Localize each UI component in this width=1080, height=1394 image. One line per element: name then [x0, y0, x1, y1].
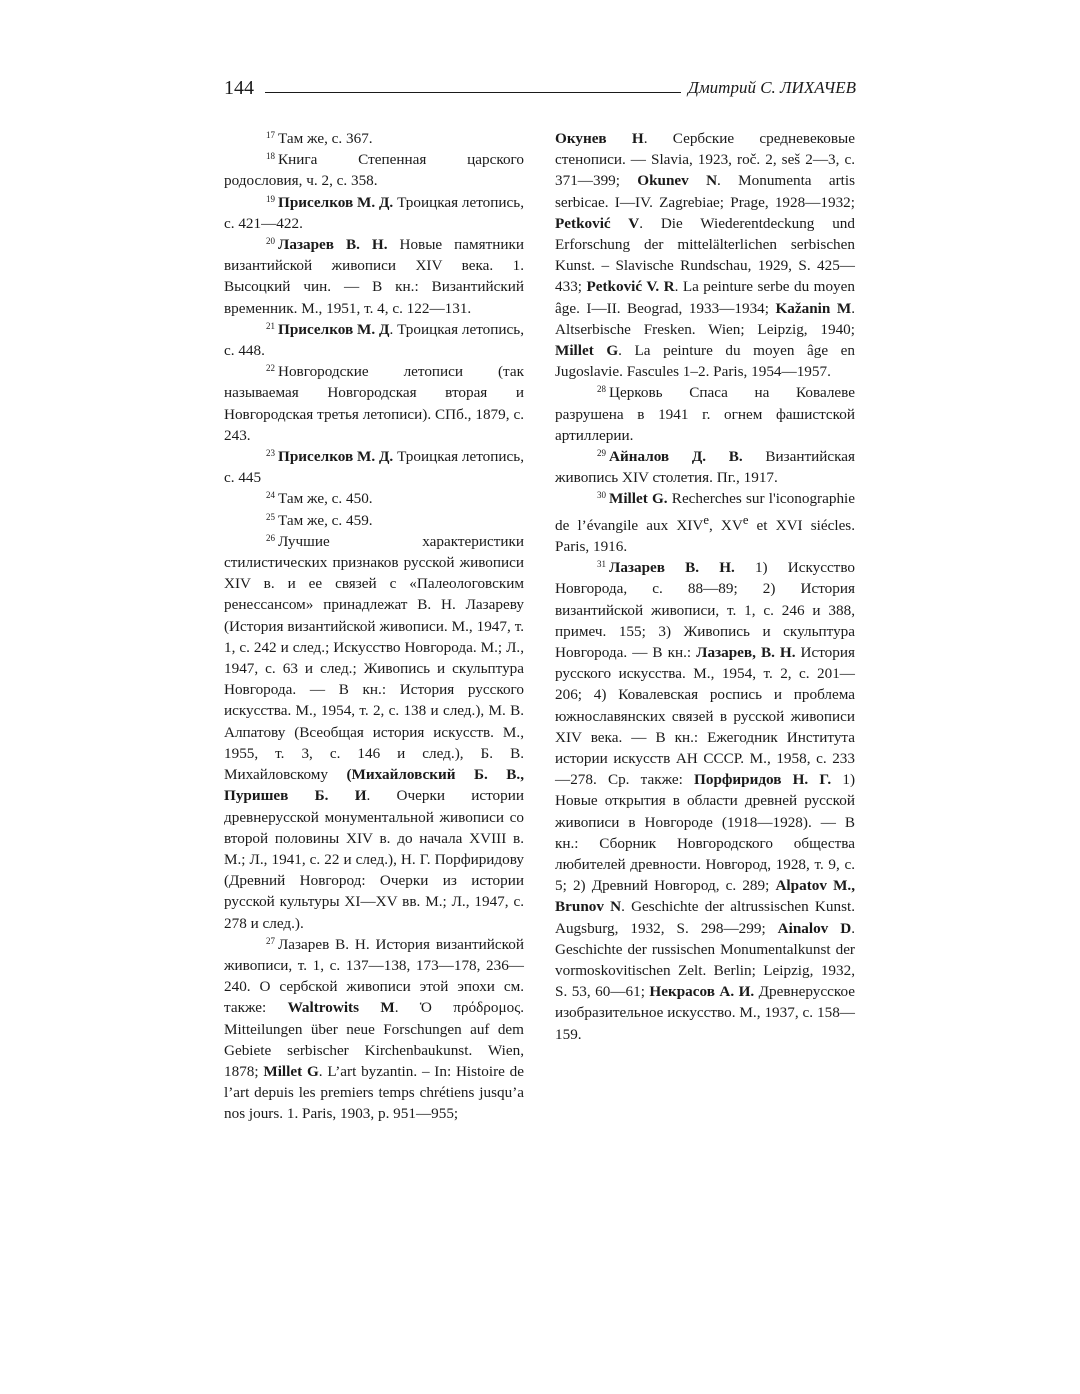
footnote-text: . Geschichte der altrussischen Kunst. Augsburg, 1932, S. 298—299; — [555, 898, 856, 937]
footnote-text: 1) Искусство Новгорода, с. 88—89; 2) История византийской живописи, т. 1, с. 246 и 388, примеч. 155; 3) Живопись и скульптура Новгорода. — В кн.: — [555, 559, 855, 661]
footnote-text: Древнерусское изобразительное искусство. М., 1937, с. 158—159. — [555, 983, 855, 1043]
footnote-text: . Ὁ πρόδρομος. Mitteilungen über neue Forschungen auf dem Gebiete serbischer Kirchenbaukunst. Wien, 1878; — [224, 999, 525, 1080]
footnote-author: Kažanin M — [775, 299, 852, 317]
footnote-26 — [224, 531, 524, 934]
footnote-text: . Altserbische Fresken. Wien; Leipzig, 1940; — [555, 299, 855, 338]
footnote-number: 26 — [266, 532, 275, 543]
running-head: Дмитрий С. ЛИХАЧЕВ — [688, 78, 856, 97]
page-header — [224, 76, 856, 102]
footnote-19 — [224, 192, 524, 234]
footnote-28 — [555, 382, 855, 446]
right-column — [555, 128, 855, 1045]
footnote-29 — [555, 446, 855, 488]
footnote-author: Порфиридов Н. Г. — [694, 771, 832, 789]
footnote-text: Там же, с. 450. — [278, 490, 373, 508]
footnote-author: Айналов Д. В. — [609, 448, 743, 466]
footnote-text: Церковь Спаса на Ковалеве разрушена в 1941 г. огнем фашистской артиллерии. — [555, 384, 855, 444]
superscript: e — [742, 512, 749, 527]
footnote-number: 19 — [266, 193, 275, 204]
footnote-author: Лазарев В. Н. — [609, 559, 735, 577]
footnote-text: . La peinture serbe du moyen âge. I—II. Beograd, 1933—1934; — [555, 278, 855, 317]
footnote-author: Millet G. — [609, 490, 668, 508]
footnote-text: . Geschichte der russischen Monumentalkunst der vormoskovitischen Zelt. Berlin; Leipzig, 1932, S. 53, 60—61; — [555, 919, 855, 1001]
footnote-text: . Die Wiederentdeckung und Erforschung der mittelälterlichen serbischen Kunst. – Slavische Rundschau, 1929, S. 425—433; — [555, 214, 855, 296]
footnote-17 — [224, 128, 524, 149]
footnote-author: Petković V. R — [586, 278, 675, 296]
footnote-author: Окунев Н — [555, 130, 644, 147]
footnote-text: Там же, с. 367. — [278, 130, 373, 147]
footnote-text: Лучшие характеристики стилистических признаков русской живописи XIV в. и ее связей с «Палеологовским ренессансом» принадлежат В. Н. Лазареву (История византийской живописи. М., 1947, т. 1, с. 242 и след.; Искусство Новгорода. М.; Л., 1947, с. 63 и след.; Живопись и скульптура Новгорода. — В кн.: История русского искусства. М., 1954, т. 2, с. 138 и след.), М. В. Алпатову (Всеобщая история искусств. М., 1955, т. 3, с. 146 и след.), Б. В. Михайловскому — [224, 532, 524, 784]
footnote-number: 18 — [266, 151, 275, 162]
footnote-number: 27 — [266, 935, 275, 946]
footnote-number: 28 — [597, 384, 606, 395]
footnote-number: 30 — [597, 490, 606, 501]
footnote-author: Alpatov M., Brunov N — [555, 877, 855, 916]
footnote-text: Там же, с. 459. — [278, 511, 373, 529]
footnote-text: История русского искусства. М., 1954, т. 2, с. 201—206; 4) Ковалевская роспись и проблема южнославянских связей в русской живописи XIV века. — В кн.: Ежегодник Института истории искусств АН СССР. М., 1958, с. 233—278. Ср. также: — [555, 643, 855, 789]
footnote-23 — [224, 446, 524, 488]
footnote-27 — [224, 934, 524, 1125]
footnote-text: . Monumenta artis serbicae. I—IV. Zagrebiae; Prage, 1928—1932; — [555, 172, 855, 211]
footnote-text: Recherches sur l'iconographie de l’évangile aux XIV — [555, 490, 855, 534]
footnote-text: 1) Новые открытия в области древней русской живописи в Новгороде (1918—1928). — В кн.: Сборник Новгородского общества любителей древности. Новгород, 1928, т. 9, с. 5; 2) Древний Новгород, с. 289; — [555, 771, 856, 895]
page-number: 144 — [224, 77, 254, 99]
footnote-31 — [555, 557, 855, 1045]
footnote-21 — [224, 319, 524, 361]
footnote-author: Waltrowits M — [287, 999, 395, 1017]
footnote-number: 25 — [266, 511, 275, 522]
footnote-text: . Троицкая летопись, с. 448. — [224, 320, 525, 360]
footnote-text: et XVI siécles. Paris, 1916. — [555, 516, 856, 555]
footnote-text: Троицкая летопись, с. 445 — [224, 448, 525, 487]
footnote-author: Okunev N — [637, 172, 718, 190]
footnote-author: Millet G — [555, 342, 619, 360]
footnote-number: 24 — [266, 490, 275, 501]
footnote-text: Троицкая летопись, с. 421—422. — [224, 193, 525, 232]
footnote-text: . Очерки истории древнерусской монументальной живописи со второй половины XIV в. до начала XVIII в. М.; Л., 1941, с. 22 и след.), Н. Г. Порфиридову (Древний Новгород: Очерки из истории русской культуры XI—XV вв. М.; Л., 1947, с. 278 и след.). — [224, 787, 524, 932]
footnote-number: 23 — [266, 448, 275, 459]
footnote-number: 29 — [597, 448, 606, 459]
footnote-30 — [555, 488, 855, 557]
footnote-18 — [224, 149, 524, 191]
footnote-number: 20 — [266, 236, 275, 247]
superscript: e — [703, 512, 709, 527]
footnote-text: . La peinture du moyen âge en Jugoslavie. Fascules 1–2. Paris, 1954—1957. — [555, 342, 856, 381]
footnote-24 — [224, 488, 524, 509]
left-column — [224, 128, 524, 1125]
footnote-author: (Михайловский Б. В., Пуришев Б. И — [224, 766, 524, 805]
footnote-text: Византийская живопись XIV столетия. Пг., 1917. — [555, 448, 855, 487]
footnote-text: Новгородские летописи (так называемая Новгородская вторая и Новгородская третья летописи). СПб., 1879, с. 243. — [224, 363, 524, 444]
footnote-author: Petković V — [555, 214, 640, 232]
footnote-text: Лазарев В. Н. История византийской живописи, т. 1, с. 137—138, 173—178, 236—240. О сербской живописи этой эпохи см. также: — [224, 935, 524, 1017]
footnote-author: Приселков М. Д. — [278, 193, 394, 211]
footnote-author: Ainalov D — [777, 919, 852, 937]
footnote-27-continued — [555, 128, 855, 382]
footnote-number: 17 — [266, 130, 275, 140]
footnote-text: . Сербские средневековые стенописи. — Slavia, 1923, roč. 2, seš 2—3, c. 371—399; — [555, 130, 856, 190]
footnote-author: Лазарев, В. Н. — [696, 643, 796, 661]
footnote-number: 22 — [266, 363, 275, 374]
footnote-text: , XV — [708, 516, 743, 534]
footnote-author: Приселков М. Д. — [278, 448, 394, 466]
footnote-author: Некрасов А. И. — [649, 983, 755, 1001]
footnote-number: 21 — [266, 320, 275, 331]
footnote-20 — [224, 234, 524, 319]
footnote-text: Книга Степенная царского родословия, ч. 2, с. 358. — [224, 151, 524, 190]
footnote-author: Приселков М. Д — [278, 320, 390, 338]
footnote-author: Millet G — [263, 1062, 319, 1080]
footnote-number: 31 — [597, 559, 606, 570]
header-rule — [265, 92, 681, 93]
footnote-text: . L’art byzantin. – In: Histoire de l’art depuis les premiers temps chrétiens jusqu’a nos jours. 1. Paris, 1903, p. 951—955; — [224, 1062, 524, 1123]
footnote-25 — [224, 510, 524, 531]
footnote-22 — [224, 361, 524, 446]
footnote-text: Новые памятники византийской живописи XIV века. 1. Высоцкий чин. — В кн.: Византийский временник. М., 1951, т. 4, с. 122—131. — [224, 236, 524, 317]
footnote-author: Лазарев В. Н. — [278, 236, 388, 254]
